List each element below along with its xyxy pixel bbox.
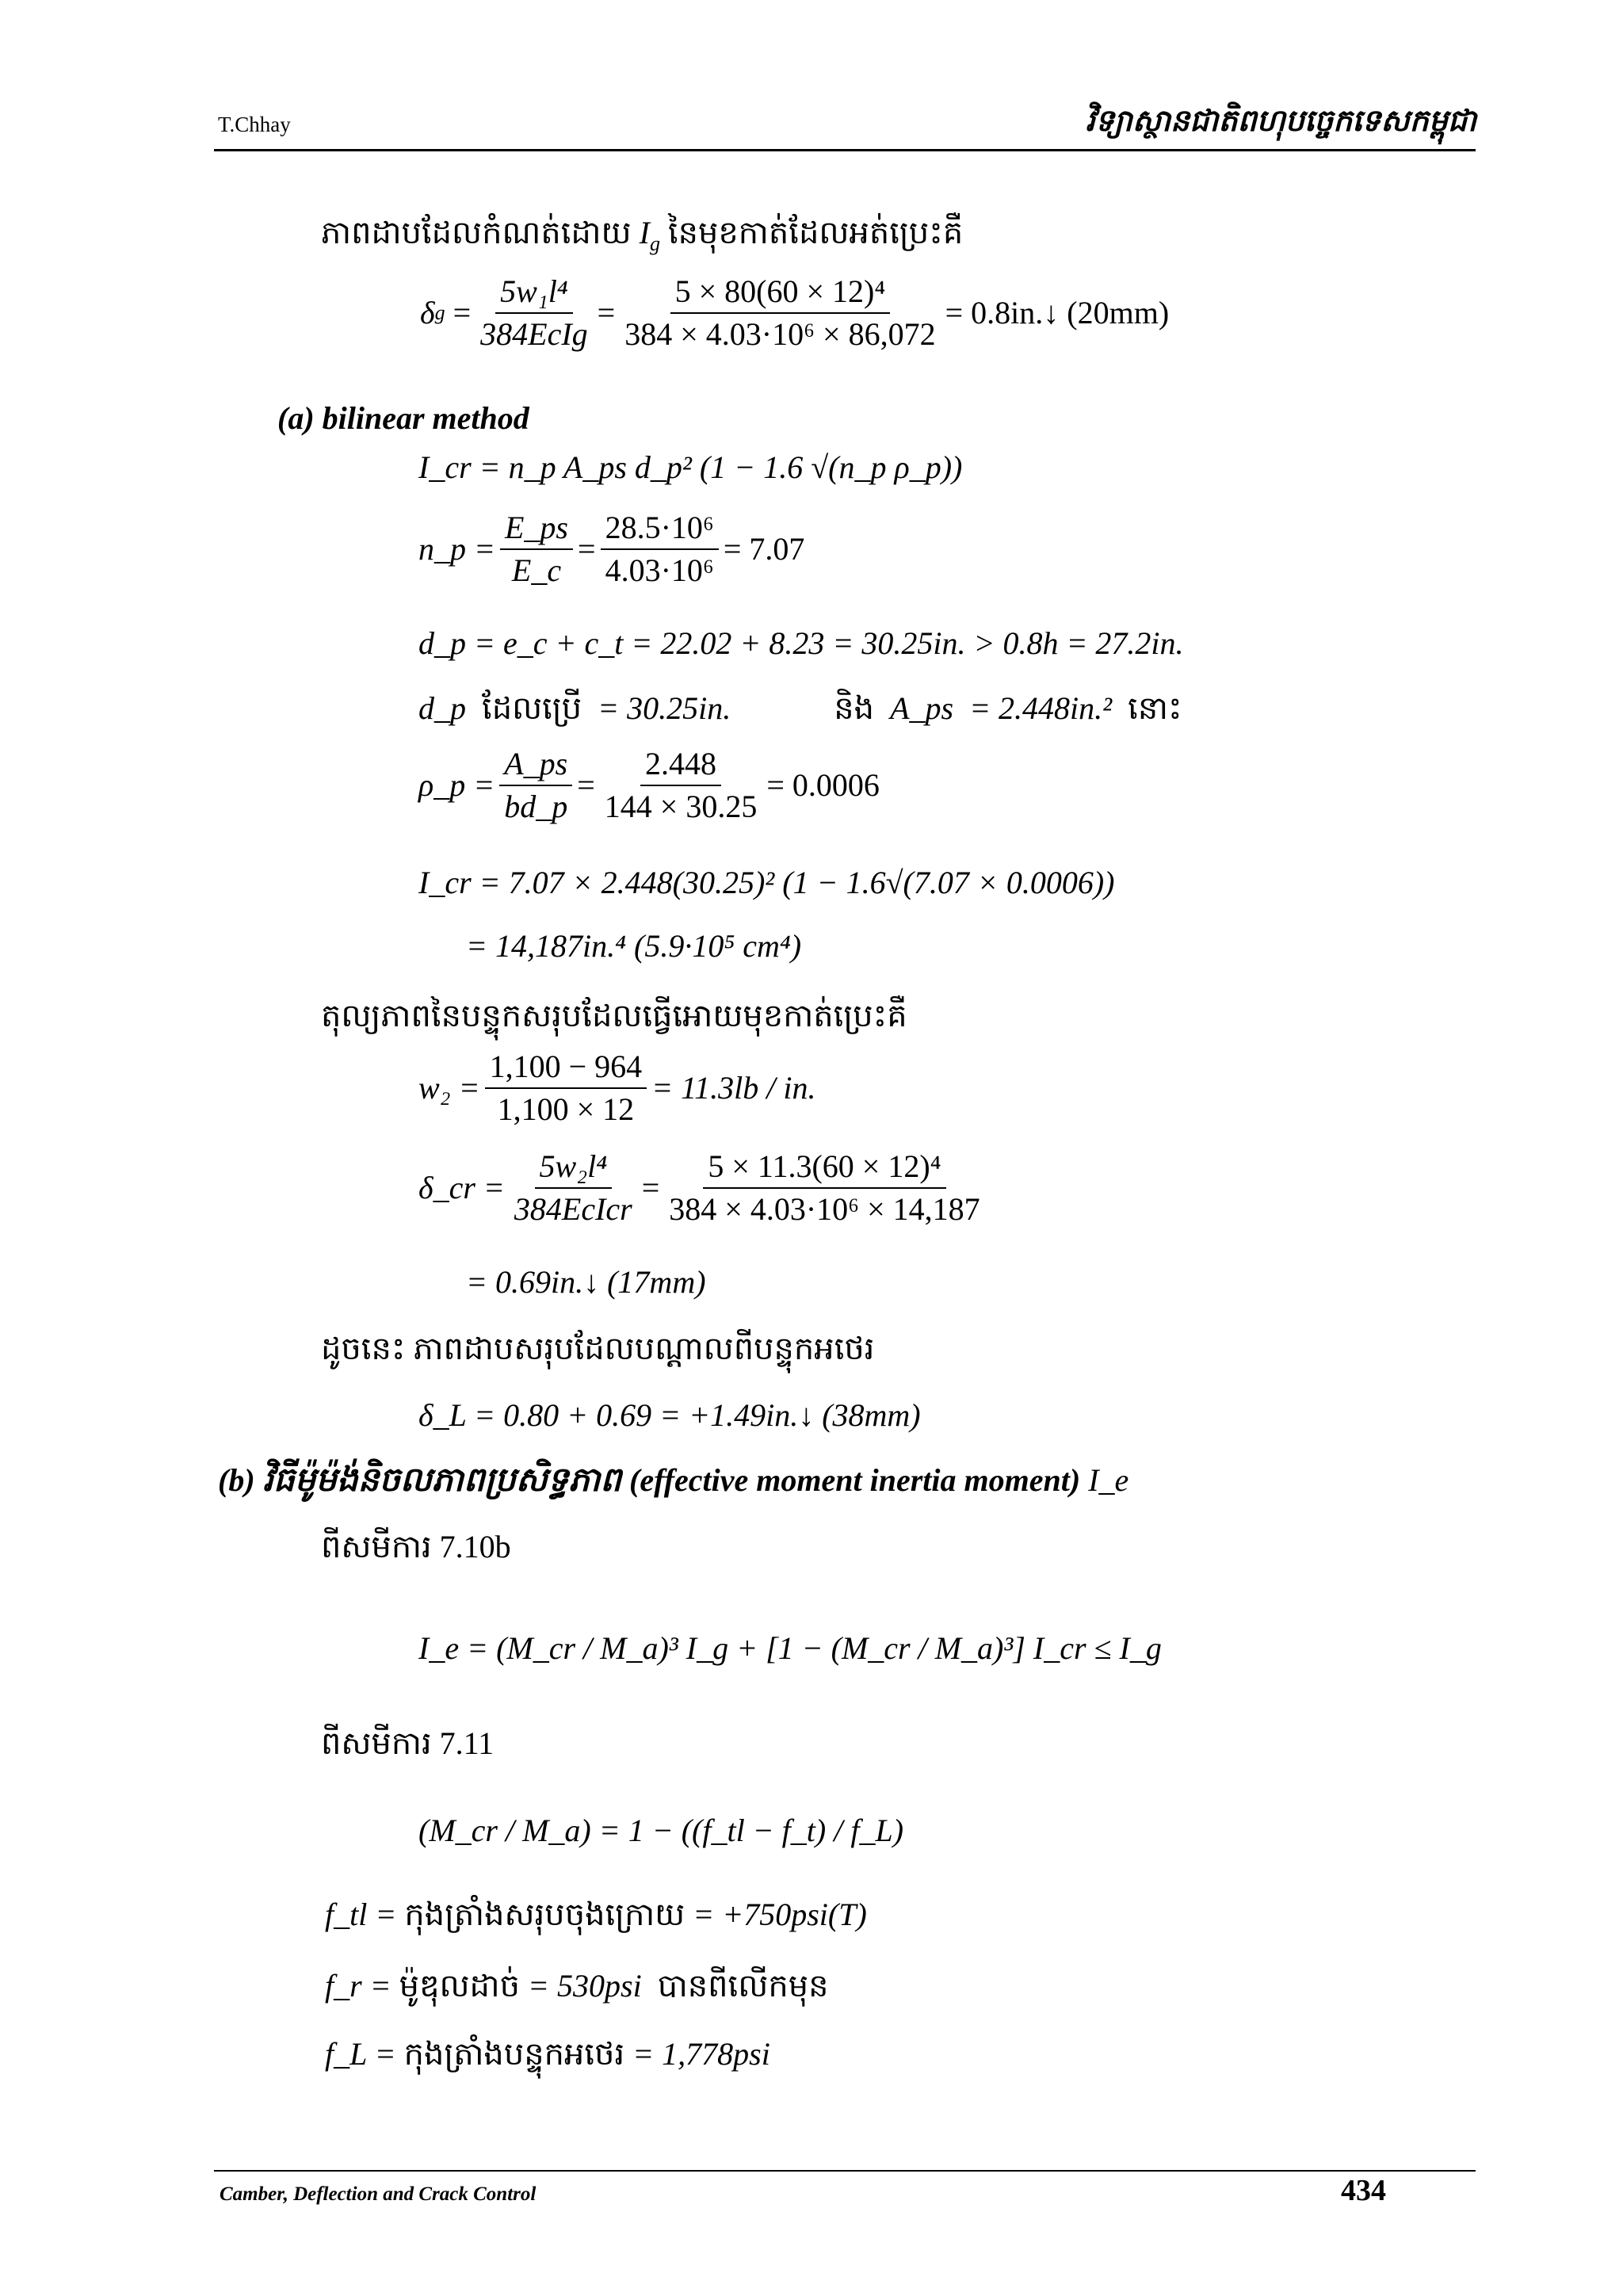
eq-np-f1-num: E_ps xyxy=(500,512,573,550)
eq-w2-frac xyxy=(485,1051,647,1125)
from-eq-710b: ពីសមីការ 7.10b xyxy=(321,1529,511,1564)
eq-icr-calc: I_cr = 7.07 × 2.448(30.25)² (1 − 1.6√(7.07 × 0.0006)) xyxy=(418,865,1115,900)
section-b-label: (b) xyxy=(218,1462,255,1498)
section-b-khmer: វិធីម៉ូម៉ង់និចលភាពប្រសិទ្ធភាព xyxy=(262,1462,622,1499)
eq-delta-g-result: = 0.8in.↓ (20mm) xyxy=(945,295,1170,330)
eq-rho-f2-den: 144 × 30.25 xyxy=(604,789,758,824)
eq-rho-f1-den: bd_p xyxy=(504,789,568,824)
eq-rho: ρ_p = $\frac{A\_ps}{bd\_p}$ = $\frac{2.448}{144 \times 30.25}$ = 0.0006 xyxy=(418,746,880,824)
header-author: T.Chhay xyxy=(218,113,291,136)
intro-text: ភាពដាបដែលកំណត់ដោយ xyxy=(321,215,632,250)
eq-rho-f2-num: 2.448 xyxy=(640,748,721,786)
header-rule xyxy=(214,149,1476,151)
eq-delta-cr-f1-num: 5w₂l⁴ xyxy=(535,1151,613,1189)
eq-dp-used-text3: នោះ xyxy=(1128,690,1182,726)
eq-dp-used-sym: d_p xyxy=(418,690,466,726)
eq-delta-cr-frac2 xyxy=(664,1148,984,1227)
eq-delta-cr-f2-den: 384 × 4.03·10⁶ × 14,187 xyxy=(669,1191,980,1227)
header-institute: វិទ្យាស្ថានជាតិពហុបច្ចេកទេសកម្ពុជា xyxy=(1085,105,1476,138)
eq-dp-used xyxy=(418,690,1182,726)
eq-rho-result: = 0.0006 xyxy=(766,767,880,803)
eq-dp-used-sym2: A_ps xyxy=(890,690,954,726)
eq-delta-g-f2-den: 384 × 4.03·10⁶ × 86,072 xyxy=(624,316,936,352)
footer-rule xyxy=(214,2170,1476,2172)
eq-np-result: = 7.07 xyxy=(723,531,805,567)
eq-dp: d_p = e_c + c_t = 22.02 + 8.23 = 30.25in. > 0.8h = 27.2in. xyxy=(418,625,1184,661)
eq-icr-formula: I_cr = n_p A_ps d_p² (1 − 1.6 √(n_p ρ_p)) xyxy=(418,449,963,485)
section-b-symbol: I_e xyxy=(1088,1462,1129,1498)
eq-rho-f1-num: A_ps xyxy=(499,748,572,786)
intro-symbol: I xyxy=(639,215,650,250)
eq-np-frac1 xyxy=(500,512,573,586)
section-a-heading: (a) bilinear method xyxy=(277,400,529,436)
eq-fl xyxy=(325,2038,770,2070)
eq-rho-lhs: ρ_p = xyxy=(418,767,495,803)
eq-np-lhs: n_p = xyxy=(418,531,495,567)
eq-np-f2-den: 4.03·10⁶ xyxy=(605,552,714,588)
eq-delta-cr-f1-den: 384EcIcr xyxy=(514,1191,632,1227)
eq-np-f1-den: E_c xyxy=(511,552,562,588)
section-b-heading xyxy=(218,1458,1128,1507)
eq-fr xyxy=(325,1970,829,2002)
eq-delta-g-lhs-sub: g xyxy=(434,301,445,324)
eq-delta-g-frac1 xyxy=(475,273,593,352)
eq-delta-cr-result: = 0.69in.↓ (17mm) xyxy=(466,1264,706,1300)
eq-delta-g-f1-num: 5w₁l⁴ xyxy=(495,276,573,314)
eq-np-frac2 xyxy=(601,512,719,586)
eq-delta-g-frac2 xyxy=(620,273,940,352)
eq-delta-cr-frac1 xyxy=(510,1148,637,1227)
eq-fl-text: កុងត្រាំងបន្ទុកអថេរ xyxy=(403,2036,625,2072)
load-text: តុល្យភាពនៃបន្ទុកសរុបដែលធ្វើអោយមុខកាត់ប្រេះគឺ xyxy=(321,998,907,1033)
eq-w2-den: 1,100 × 12 xyxy=(497,1091,635,1127)
eq-rho-frac2 xyxy=(600,748,762,823)
eq-np-f2-num: 28.5·10⁶ xyxy=(601,512,719,550)
eq-fl-sym: f_L = xyxy=(325,2036,396,2072)
eq-fr-value: = 530psi xyxy=(528,1968,642,2004)
eq-ie: I_e = (M_cr / M_a)³ I_g + [1 − (M_cr / M_a)³] I_cr ≤ I_g xyxy=(418,1630,1162,1666)
eq-mratio: (M_cr / M_a) = 1 − ((f_tl − f_t) / f_L) xyxy=(418,1813,904,1848)
eq-delta-cr: δ_cr = $\frac{\text{5w₂l⁴}}{\text{384EcIcr}}$ = $\frac{\text{5 × 11.3(60 × 12)⁴}}{\text{384 × 4.03·10⁶ × 14,187}}$ xyxy=(418,1151,990,1225)
eq-dp-used-value2: = 2.448in.² xyxy=(969,690,1113,726)
eq-dp-used-value1: = 30.25in. xyxy=(598,690,731,726)
eq-delta-g: δ g = $\frac{\text{5w₁l⁴}}{\text{384EcIg}}$ = $\frac{\text{5 × 80(60 × 12)⁴}}{\text{384 × 4.03·10⁶ × 86,072}}$ = 0.8in.↓ (20mm) xyxy=(420,273,1170,352)
eq-w2-num: 1,100 − 964 xyxy=(485,1051,647,1089)
footer-chapter: Camber, Deflection and Crack Control xyxy=(220,2183,537,2205)
eq-dp-used-text2: និង xyxy=(834,690,875,726)
eq-fl-value: = 1,778psi xyxy=(632,2036,770,2072)
eq-np: n_p = $\frac{E\_ps}{E\_c}$ = $\frac{\text{28.5·10⁶}}{\text{4.03·10⁶}}$ = 7.07 xyxy=(418,510,805,588)
footer-page-number: 434 xyxy=(1341,2174,1386,2207)
eq-fr-tail: បានពីលើកមុន xyxy=(657,1968,829,2004)
eq-w2-lhs: w₂ = xyxy=(418,1070,480,1106)
eq-ftl-value: = +750psi(T) xyxy=(693,1897,867,1932)
eq-delta-l: δ_L = 0.80 + 0.69 = +1.49in.↓ (38mm) xyxy=(418,1397,921,1433)
eq-delta-cr-lhs: δ_cr = xyxy=(418,1170,505,1205)
intro-line xyxy=(321,212,963,259)
eq-fr-text: ម៉ូឌុលដាច់ xyxy=(399,1968,521,2004)
eq-icr-result: = 14,187in.⁴ (5.9·10⁵ cm⁴) xyxy=(466,928,802,964)
total-text: ដូចនេះ ភាពដាបសរុបដែលបណ្តាលពីបន្ទុកអថេរ xyxy=(321,1331,875,1366)
eq-delta-cr-f2-num: 5 × 11.3(60 × 12)⁴ xyxy=(703,1151,945,1189)
eq-ftl-text: កុងត្រាំងសរុបចុងក្រោយ xyxy=(404,1897,685,1932)
eq-delta-g-f1-den: 384EcIg xyxy=(480,316,588,352)
intro-sub: g xyxy=(649,232,660,255)
eq-ftl-sym: f_tl = xyxy=(325,1897,397,1932)
from-eq-711: ពីសមីការ 7.11 xyxy=(321,1725,495,1761)
eq-w2 xyxy=(418,1051,816,1125)
eq-dp-used-text1: ដែលប្រើ xyxy=(482,690,582,726)
eq-fr-sym: f_r = xyxy=(325,1968,391,2004)
eq-rho-frac1 xyxy=(499,748,572,823)
eq-delta-g-lhs: δ xyxy=(420,295,435,330)
eq-ftl xyxy=(325,1899,867,1931)
eq-w2-result: = 11.3lb / in. xyxy=(651,1070,816,1106)
section-b-english: (effective moment inertia moment) xyxy=(629,1462,1081,1498)
intro-tail: នៃមុខកាត់ដែលអត់ប្រេះគឺ xyxy=(667,215,964,250)
eq-delta-g-f2-num: 5 × 80(60 × 12)⁴ xyxy=(670,276,891,314)
